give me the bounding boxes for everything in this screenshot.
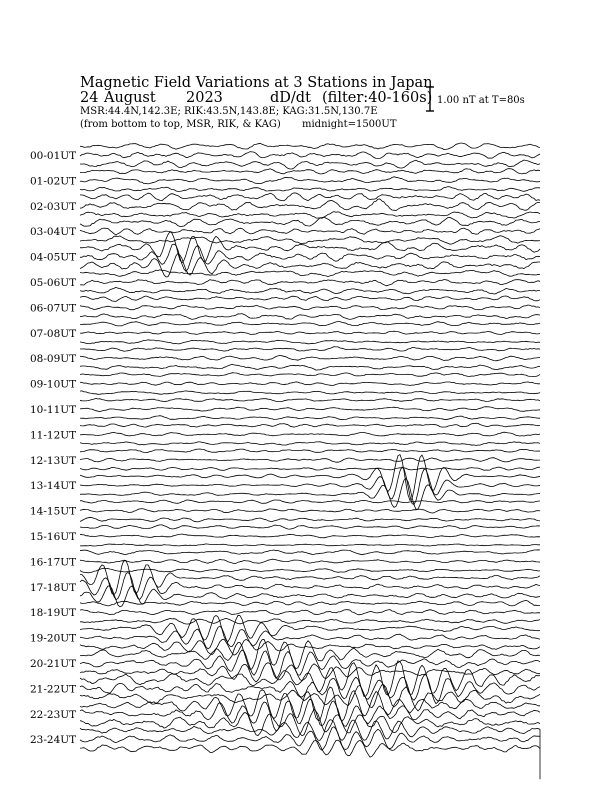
hour-label-18-19ut: 18-19UT (30, 607, 77, 620)
hour-label-21-22ut: 21-22UT (30, 683, 77, 696)
hour-label-10-11ut: 10-11UT (30, 404, 77, 416)
hour-label-00-01ut: 00-01UT (30, 150, 77, 162)
date-month: August (104, 90, 156, 106)
hour-label-09-10ut: 09-10UT (30, 378, 77, 391)
hour-label-20-21ut: 20-21UT (30, 658, 77, 670)
scale-bar-label: 1.00 nT at T=80s (437, 95, 525, 106)
hour-label-19-20ut: 19-20UT (30, 632, 77, 645)
hour-label-11-12ut: 11-12UT (30, 429, 77, 442)
hour-label-17-18ut: 17-18UT (30, 581, 77, 594)
date-day: 24 (80, 90, 99, 106)
hour-label-05-06ut: 05-06UT (30, 277, 77, 289)
hour-label-12-13ut: 12-13UT (30, 454, 77, 467)
hour-label-13-14ut: 13-14UT (30, 480, 77, 493)
hour-label-06-07ut: 06-07UT (30, 302, 77, 315)
quantity-label: dD/dt (270, 90, 311, 106)
hour-label-15-16ut: 15-16UT (30, 531, 77, 543)
hour-label-22-23ut: 22-23UT (30, 708, 77, 721)
figure-title: Magnetic Field Variations at 3 Stations in Japan (80, 75, 433, 91)
midnight-note: midnight=1500UT (302, 119, 397, 130)
date-year: 2023 (186, 90, 223, 106)
hour-label-03-04ut: 03-04UT (30, 226, 77, 239)
hour-label-01-02ut: 01-02UT (30, 175, 77, 188)
hour-label-02-03ut: 02-03UT (30, 200, 77, 213)
hour-label-14-15ut: 14-15UT (30, 505, 77, 518)
hour-label-16-17ut: 16-17UT (30, 556, 77, 569)
order-note: (from bottom to top, MSR, RIK, & KAG) (80, 119, 281, 130)
hour-label-07-08ut: 07-08UT (30, 327, 77, 340)
hour-label-23-24ut: 23-24UT (30, 734, 77, 747)
filter-label: (filter:40-160s) (322, 90, 433, 106)
stations-line: MSR:44.4N,142.3E; RIK:43.5N,143.8E; KAG:31.5N,130.7E (80, 106, 378, 117)
hour-label-08-09ut: 08-09UT (30, 353, 77, 366)
hour-label-04-05ut: 04-05UT (30, 251, 77, 264)
